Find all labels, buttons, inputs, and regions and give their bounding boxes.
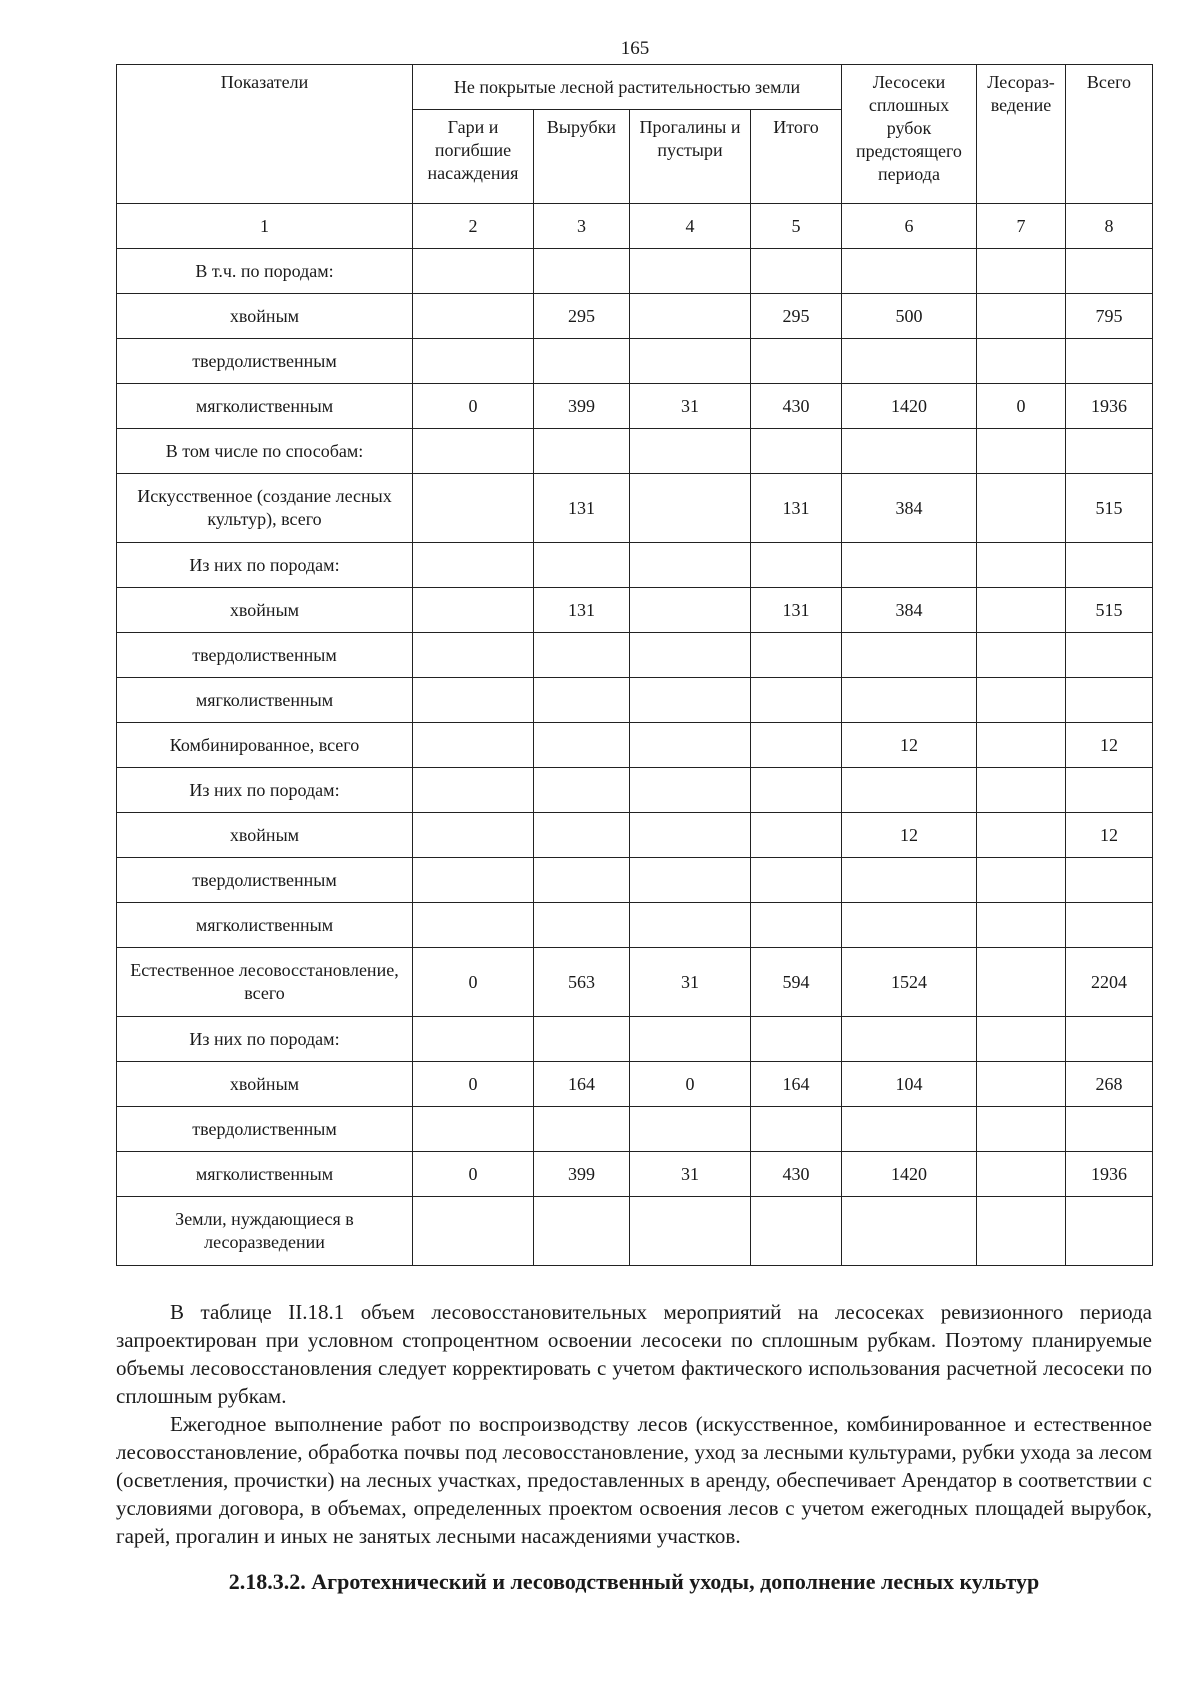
- table-cell: [977, 768, 1066, 813]
- table-cell: [1066, 543, 1153, 588]
- row-label: твердолиственным: [117, 858, 413, 903]
- table-cell: [842, 1017, 977, 1062]
- table-cell: [630, 633, 751, 678]
- table-cell: 515: [1066, 474, 1153, 543]
- table-cell: 31: [630, 384, 751, 429]
- table-cell: 0: [413, 948, 534, 1017]
- table-cell: [630, 474, 751, 543]
- table-cell: [630, 294, 751, 339]
- table-row: [117, 543, 1153, 588]
- table-cell: [413, 858, 534, 903]
- table-cell: [413, 723, 534, 768]
- table-cell: [630, 1017, 751, 1062]
- table-cell: [842, 339, 977, 384]
- table-cell: [977, 1062, 1066, 1107]
- table-cell: 0: [630, 1062, 751, 1107]
- table-cell: [842, 903, 977, 948]
- table-cell: [1066, 429, 1153, 474]
- header-glades: Прогалины и пустыри: [630, 110, 751, 204]
- table-cell: [534, 723, 630, 768]
- table-cell: [630, 429, 751, 474]
- table-row: [117, 858, 1153, 903]
- table-cell: 31: [630, 1152, 751, 1197]
- table-cell: [977, 543, 1066, 588]
- table-row: [117, 1197, 1153, 1266]
- table-cell: 1524: [842, 948, 977, 1017]
- row-label: Естественное лесовосстановление, всего: [117, 948, 413, 1017]
- table-row: [117, 1107, 1153, 1152]
- row-label: твердолиственным: [117, 339, 413, 384]
- table-cell: [842, 1107, 977, 1152]
- table-cell: 500: [842, 294, 977, 339]
- table-cell: [413, 633, 534, 678]
- table-cell: [630, 723, 751, 768]
- table-row: [117, 903, 1153, 948]
- table-cell: 164: [534, 1062, 630, 1107]
- table-cell: [630, 858, 751, 903]
- header-total: Всего: [1066, 65, 1153, 204]
- table-cell: [630, 543, 751, 588]
- table-cell: [413, 588, 534, 633]
- table-cell: [630, 903, 751, 948]
- table-cell: [751, 249, 842, 294]
- table-cell: 131: [534, 474, 630, 543]
- table-cell: 384: [842, 588, 977, 633]
- row-label: твердолиственным: [117, 1107, 413, 1152]
- table-cell: [977, 1197, 1066, 1266]
- row-label: хвойным: [117, 1062, 413, 1107]
- table-cell: [534, 903, 630, 948]
- table-cell: [1066, 678, 1153, 723]
- row-label: Земли, нуждающиеся в лесоразведении: [117, 1197, 413, 1266]
- table-cell: [1066, 1197, 1153, 1266]
- table-cell: 12: [842, 813, 977, 858]
- table-row: [117, 429, 1153, 474]
- table-cell: [630, 249, 751, 294]
- table-cell: [977, 339, 1066, 384]
- table-cell: [842, 429, 977, 474]
- table-cell: [534, 249, 630, 294]
- column-number: 8: [1066, 204, 1153, 249]
- table-cell: 131: [751, 588, 842, 633]
- table-cell: [751, 903, 842, 948]
- table-cell: [413, 1107, 534, 1152]
- table-cell: 268: [1066, 1062, 1153, 1107]
- table-cell: [534, 633, 630, 678]
- table-cell: [630, 678, 751, 723]
- header-afforestation: Лесораз- ведение: [977, 65, 1066, 204]
- header-cuttings: Вырубки: [534, 110, 630, 204]
- table-cell: 1936: [1066, 384, 1153, 429]
- column-number: 2: [413, 204, 534, 249]
- table-row: [117, 1152, 1153, 1197]
- table-cell: [534, 1197, 630, 1266]
- table-cell: [630, 588, 751, 633]
- column-number: 5: [751, 204, 842, 249]
- table-row: [117, 813, 1153, 858]
- row-label: мягколиственным: [117, 678, 413, 723]
- row-label: хвойным: [117, 813, 413, 858]
- table-cell: 399: [534, 1152, 630, 1197]
- table-cell: 1420: [842, 384, 977, 429]
- table-row: [117, 339, 1153, 384]
- table-cell: [413, 768, 534, 813]
- table-cell: [1066, 903, 1153, 948]
- row-label: Искусственное (создание лесных культур), всего: [117, 474, 413, 543]
- table-cell: 563: [534, 948, 630, 1017]
- table-cell: [842, 543, 977, 588]
- paragraph-1: В таблице II.18.1 объем лесовосстановительных мероприятий на лесосеках ревизионного периода запроектирован при условном стопроцентном освоении лесосеки по сплошным рубкам. Поэтому планируемые объемы лесовосстановления следует корректировать с учетом фактического использования расчетной лесосеки по сплошным рубкам.: [116, 1300, 1152, 1408]
- table-cell: [413, 543, 534, 588]
- table-row: [117, 723, 1153, 768]
- table-cell: [413, 678, 534, 723]
- table-cell: 2204: [1066, 948, 1153, 1017]
- table-cell: 0: [413, 384, 534, 429]
- table-cell: [977, 294, 1066, 339]
- row-label: Из них по породам:: [117, 543, 413, 588]
- table-cell: [842, 1197, 977, 1266]
- table-cell: 1420: [842, 1152, 977, 1197]
- table-cell: 31: [630, 948, 751, 1017]
- row-label: хвойным: [117, 294, 413, 339]
- table-cell: [630, 339, 751, 384]
- table-cell: 12: [842, 723, 977, 768]
- column-number: 7: [977, 204, 1066, 249]
- table-cell: [977, 474, 1066, 543]
- row-label: хвойным: [117, 588, 413, 633]
- row-label: мягколиственным: [117, 903, 413, 948]
- table-cell: [413, 249, 534, 294]
- table-cell: [1066, 1017, 1153, 1062]
- reforestation-table: [116, 64, 1153, 1266]
- table-cell: [1066, 768, 1153, 813]
- table-cell: [534, 768, 630, 813]
- page-number: 165: [620, 38, 650, 59]
- table-cell: [751, 1107, 842, 1152]
- table-cell: [977, 723, 1066, 768]
- table-cell: [413, 294, 534, 339]
- header-burns: Гари и погибшие насаждения: [413, 110, 534, 204]
- table-row: [117, 633, 1153, 678]
- table-cell: 295: [751, 294, 842, 339]
- row-label: твердолиственным: [117, 633, 413, 678]
- table-cell: [751, 813, 842, 858]
- table-cell: [534, 813, 630, 858]
- header-subtotal: Итого: [751, 110, 842, 204]
- table-row: [117, 1017, 1153, 1062]
- table-cell: 131: [751, 474, 842, 543]
- table-cell: [842, 678, 977, 723]
- table-cell: [842, 858, 977, 903]
- table-cell: [413, 903, 534, 948]
- table-cell: [534, 429, 630, 474]
- table-cell: 430: [751, 1152, 842, 1197]
- table-cell: [977, 633, 1066, 678]
- section-heading: 2.18.3.2. Агротехнический и лесоводственный уходы, дополнение лесных культур: [228, 1569, 1040, 1594]
- table-row: [117, 678, 1153, 723]
- table-cell: [977, 1152, 1066, 1197]
- table-cell: [630, 1197, 751, 1266]
- table-cell: [1066, 858, 1153, 903]
- table-cell: [1066, 1107, 1153, 1152]
- header-cutting-areas: Лесосеки сплошных рубок предстоящего периода: [842, 65, 977, 204]
- table-cell: [1066, 633, 1153, 678]
- table-cell: [751, 429, 842, 474]
- paragraph-2: Ежегодное выполнение работ по воспроизводству лесов (искусственное, комбинированное и естественное лесовосстановление, обработка почвы под лесовосстановление, уход за лесными культурами, рубки ухода за лесом (осветления, прочистки) на лесных участках, предоставленных в аренду, обеспечивает Арендатор в соответствии с условиями договора, в объемах, определенных проектом освоения лесов с учетом ежегодных площадей вырубок, гарей, прогалин и иных не занятых лесными насаждениями участков.: [116, 1412, 1152, 1548]
- table-cell: [534, 543, 630, 588]
- header-not-covered: Не покрытые лесной растительностью земли: [413, 65, 842, 110]
- table-cell: [534, 678, 630, 723]
- table-cell: [842, 633, 977, 678]
- table-cell: [1066, 249, 1153, 294]
- table-cell: 795: [1066, 294, 1153, 339]
- column-number-row: [117, 204, 1153, 249]
- table-cell: [534, 1017, 630, 1062]
- table-cell: [977, 813, 1066, 858]
- table-row: [117, 768, 1153, 813]
- table-cell: [630, 1107, 751, 1152]
- table-cell: [751, 543, 842, 588]
- table-cell: [751, 678, 842, 723]
- table-cell: [751, 633, 842, 678]
- table-cell: 594: [751, 948, 842, 1017]
- table-cell: [977, 903, 1066, 948]
- table-cell: [534, 858, 630, 903]
- table-cell: [751, 1017, 842, 1062]
- table-cell: 12: [1066, 723, 1153, 768]
- table-cell: [751, 768, 842, 813]
- table-cell: [977, 588, 1066, 633]
- table-cell: 0: [413, 1062, 534, 1107]
- table-cell: [977, 678, 1066, 723]
- table-cell: [413, 813, 534, 858]
- table-row: [117, 1062, 1153, 1107]
- table-cell: [977, 948, 1066, 1017]
- row-label: В том числе по способам:: [117, 429, 413, 474]
- column-number: 1: [117, 204, 413, 249]
- table-cell: [977, 429, 1066, 474]
- table-cell: [977, 1017, 1066, 1062]
- table-cell: 1936: [1066, 1152, 1153, 1197]
- row-label: Из них по породам:: [117, 768, 413, 813]
- table-cell: 0: [977, 384, 1066, 429]
- row-label: Комбинированное, всего: [117, 723, 413, 768]
- table-cell: 384: [842, 474, 977, 543]
- table-cell: [751, 1197, 842, 1266]
- table-cell: 164: [751, 1062, 842, 1107]
- row-label: Из них по породам:: [117, 1017, 413, 1062]
- table-row: [117, 249, 1153, 294]
- table-cell: [1066, 339, 1153, 384]
- row-label: мягколиственным: [117, 1152, 413, 1197]
- table-cell: [413, 474, 534, 543]
- table-cell: [751, 858, 842, 903]
- table-cell: [413, 1197, 534, 1266]
- table-cell: [977, 858, 1066, 903]
- table-cell: 295: [534, 294, 630, 339]
- table-cell: 12: [1066, 813, 1153, 858]
- table-cell: [534, 339, 630, 384]
- table-cell: [977, 1107, 1066, 1152]
- column-number: 3: [534, 204, 630, 249]
- table-row: [117, 948, 1153, 1017]
- table-cell: 131: [534, 588, 630, 633]
- table-row: [117, 294, 1153, 339]
- table-cell: 430: [751, 384, 842, 429]
- row-label: мягколиственным: [117, 384, 413, 429]
- table-cell: [630, 813, 751, 858]
- table-cell: [630, 768, 751, 813]
- table-cell: [534, 1107, 630, 1152]
- table-cell: [977, 249, 1066, 294]
- table-cell: 515: [1066, 588, 1153, 633]
- header-indicators: Показатели: [117, 65, 413, 204]
- table-cell: [842, 768, 977, 813]
- table-row: [117, 474, 1153, 543]
- table-cell: [751, 339, 842, 384]
- table-cell: 104: [842, 1062, 977, 1107]
- table-cell: 0: [413, 1152, 534, 1197]
- column-number: 4: [630, 204, 751, 249]
- table-cell: [751, 723, 842, 768]
- table-row: [117, 588, 1153, 633]
- table-cell: [842, 249, 977, 294]
- table-row: [117, 384, 1153, 429]
- table-cell: [413, 1017, 534, 1062]
- row-label: В т.ч. по породам:: [117, 249, 413, 294]
- table-cell: [413, 429, 534, 474]
- table-cell: [413, 339, 534, 384]
- column-number: 6: [842, 204, 977, 249]
- table-cell: 399: [534, 384, 630, 429]
